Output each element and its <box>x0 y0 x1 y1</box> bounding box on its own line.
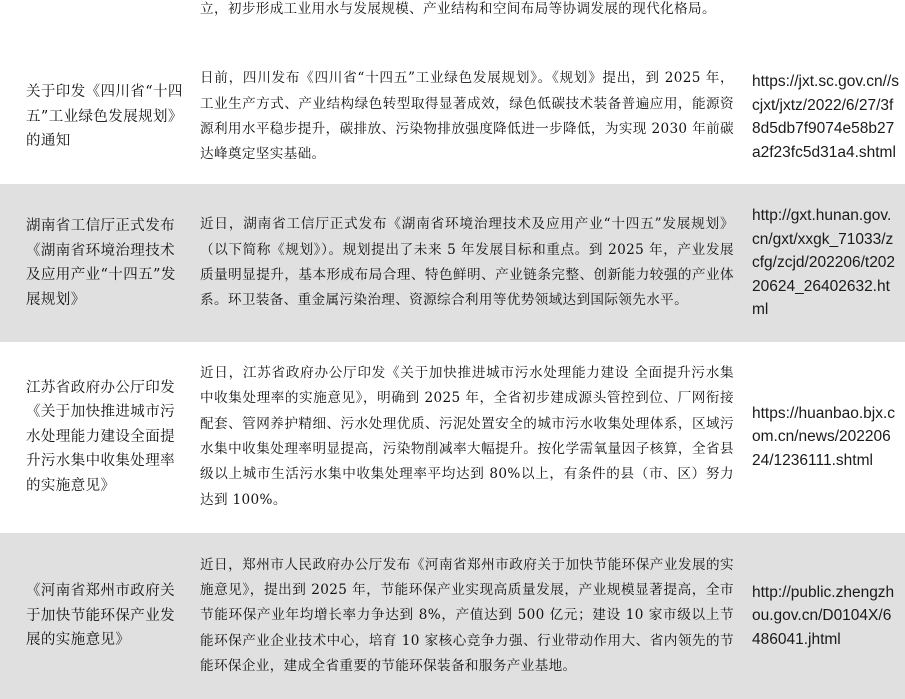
policy-title-cell <box>0 0 200 47</box>
policy-url-cell <box>740 52 905 182</box>
policy-title-cell <box>0 344 200 530</box>
policy-url-cell <box>740 344 905 530</box>
table-row <box>0 0 905 47</box>
policy-title: 《河南省郑州市政府关于加快节能环保产业发展的实施意见》 <box>26 583 175 649</box>
policy-url[interactable]: https://huanbao.bjx.com.cn/news/20220624/1236111.shtml <box>752 404 896 469</box>
table-row <box>0 344 905 530</box>
policy-url[interactable]: http://gxt.hunan.gov.cn/gxt/xxgk_71033/zcfg/zcjd/202206/t20220624_26402632.html <box>752 207 896 319</box>
policy-title-cell <box>0 533 200 699</box>
policy-title-cell <box>0 52 200 182</box>
policy-url[interactable]: https://jxt.sc.gov.cn//scjxt/jxtz/2022/6/27/3f8d5db7f9074e58b27a2f23fc5d31a4.shtml <box>752 73 900 161</box>
policy-content-cell <box>200 533 740 699</box>
policy-content: 立，初步形成工业用水与发展规模、产业结构和空间布局等协调发展的现代化格局。 <box>200 1 716 17</box>
policy-content: 近日，郑州市人民政府办公厅发布《河南省郑州市政府关于加快节能环保产业发展的实施意见》，提出到 2025 年，节能环保产业实现高质量发展，产业规模显著提高，全市节能环保产业年均增长率力争达到 8%，产值达到 500 亿元；建设 10 家市级以上节能环保产业企业技术中心，培育 10 家核心竞争力强、行业带动作用大、省内领先的节能环保企业，建成全省重要的节能环保装备和服务产业基地。 <box>200 556 734 674</box>
policy-content: 日前，四川发布《四川省“十四五”工业绿色发展规划》。《规划》提出，到 2025 年，工业生产方式、产业结构绿色转型取得显著成效，绿色低碳技术装备普遍应用，能源资源利用水平稳步提升，碳排放、污染物排放强度降低进一步降低，为实现 2030 年前碳达峰奠定坚实基础。 <box>200 70 734 163</box>
policy-url-cell <box>740 533 905 699</box>
policy-content: 近日，江苏省政府办公厅印发《关于加快推进城市污水处理能力建设 全面提升污水集中收集处理率的实施意见》，明确到 2025 年，全省初步建成源头管控到位、厂网衔接配套、管网养护精细、污水处理优质、污泥处置安全的城市污水收集处理体系，区域污水集中收集处理率明显提高，污染物削减率大幅提升。按化学需氧量因子核算，全省县级以上城市生活污水集中收集处理率平均达到 80%以上，有条件的县（市、区）努力达到 100%。 <box>200 365 734 508</box>
policy-title: 关于印发《四川省“十四五”工业绿色发展规划》的通知 <box>26 84 183 150</box>
policy-content-cell <box>200 52 740 182</box>
policy-content-cell <box>200 184 740 342</box>
table-row <box>0 533 905 699</box>
table-row <box>0 52 905 182</box>
policy-url-cell <box>740 184 905 342</box>
policy-content-cell <box>200 0 740 47</box>
policy-content: 近日，湖南省工信厅正式发布《湖南省环境治理技术及应用产业“十四五”发展规划》（以下简称《规划》）。规划提出了未来 5 年发展目标和重点。到 2025 年，产业发展质量明显提升，基本形成布局合理、特色鲜明、产业链条完整、创新能力较强的产业体系。环卫装备、重金属污染治理、资源综合利用等优势领域达到国际领先水平。 <box>200 216 734 309</box>
policy-title: 湖南省工信厅正式发布《湖南省环境治理技术及应用产业“十四五”发展规划》 <box>26 218 176 308</box>
policy-content-cell <box>200 344 740 530</box>
policy-title-cell <box>0 184 200 342</box>
table-row <box>0 184 905 342</box>
policy-title: 江苏省政府办公厅印发《关于加快推进城市污水处理能力建设全面提升污水集中收集处理率的实施意见》 <box>26 379 175 494</box>
policy-url[interactable]: http://public.zhengzhou.gov.cn/D0104X/6486041.jhtml <box>752 583 895 648</box>
policy-url-cell <box>740 0 905 47</box>
